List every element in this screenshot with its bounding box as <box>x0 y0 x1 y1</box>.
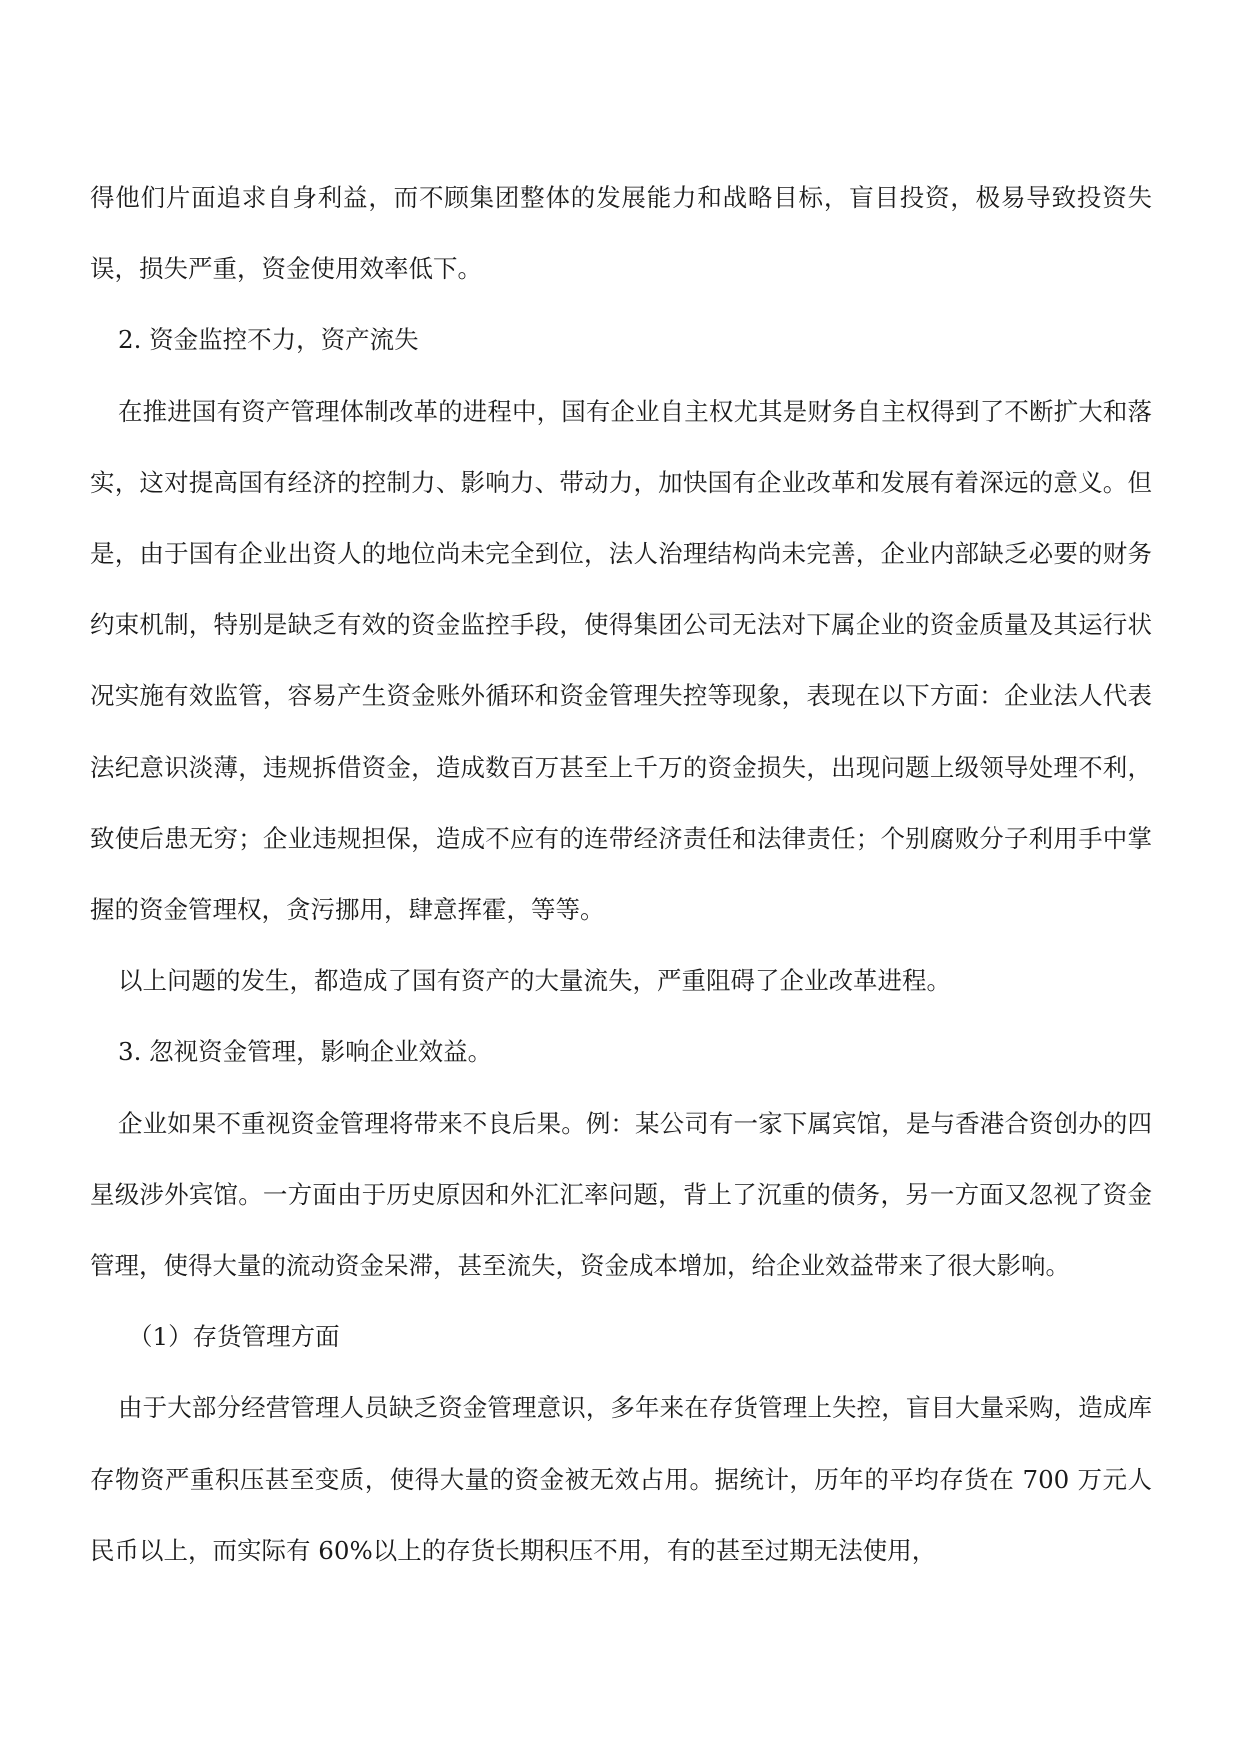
paragraph-hotel-example: 企业如果不重视资金管理将带来不良后果。例：某公司有一家下属宾馆，是与香港合资创办的四星级涉外宾馆。一方面由于历史原因和外汇汇率问题，背上了沉重的债务，另一方面又忽视了资金管理，使得大量的流动资金呆滞，甚至流失，资金成本增加，给企业效益带来了很大影响。 <box>90 1108 1152 1281</box>
subsection-heading-inventory: （1）存货管理方面 <box>128 1322 340 1352</box>
document-page <box>90 162 1152 1586</box>
paragraph-fund-monitoring: 在推进国有资产管理体制改革的进程中，国有企业自主权尤其是财务自主权得到了不断扩大和落实，这对提高国有经济的控制力、影响力、带动力，加快国有企业改革和发展有着深远的意义。但是，由于国有企业出资人的地位尚未完全到位，法人治理结构尚未完善，企业内部缺乏必要的财务约束机制，特别是缺乏有效的资金监控手段，使得集团公司无法对下属企业的资金质量及其运行状况实施有效监管，容易产生资金账外循环和资金管理失控等现象，表现在以下方面：企业法人代表法纪意识淡薄，违规拆借资金，造成数百万甚至上千万的资金损失，出现问题上级领导处理不利，致使后患无穷；企业违规担保，造成不应有的连带经济责任和法律责任；个别腐败分子利用手中掌握的资金管理权，贪污挪用，肆意挥霍，等等。 <box>90 396 1152 925</box>
section-heading-fund-management: 3. 忽视资金管理，影响企业效益。 <box>118 1037 493 1067</box>
paragraph-inventory: 由于大部分经营管理人员缺乏资金管理意识，多年来在存货管理上失控，盲目大量采购，造成库存物资严重积压甚至变质，使得大量的资金被无效占用。据统计，历年的平均存货在 700 万元人民币以上，而实际有 60%以上的存货长期积压不用，有的甚至过期无法使用， <box>90 1393 1152 1565</box>
paragraph-asset-loss: 以上问题的发生，都造成了国有资产的大量流失，严重阻碍了企业改革进程。 <box>118 966 951 996</box>
section-heading-fund-monitoring: 2. 资金监控不力，资产流失 <box>118 325 419 355</box>
paragraph-continuation: 得他们片面追求自身利益，而不顾集团整体的发展能力和战略目标，盲目投资，极易导致投资失误，损失严重，资金使用效率低下。 <box>90 183 1152 284</box>
